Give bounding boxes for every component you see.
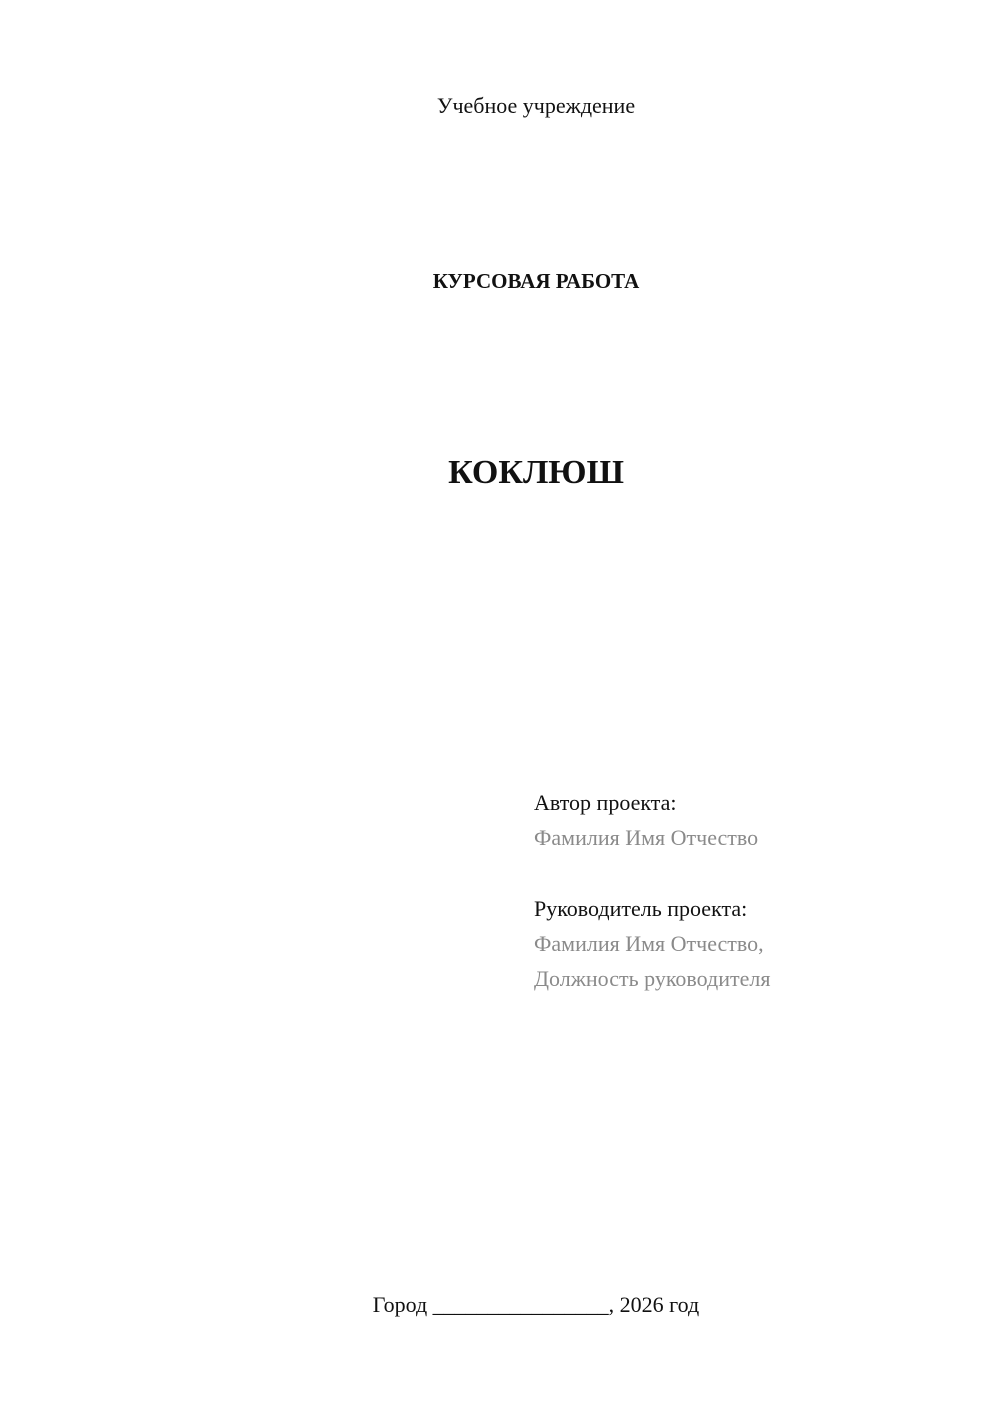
supervisor-name: Фамилия Имя Отчество,: [534, 931, 764, 956]
city-label: Город: [372, 1292, 428, 1317]
city-blank: ________________: [432, 1292, 609, 1317]
supervisor-label: Руководитель проекта:: [534, 896, 748, 921]
institution-name: Учебное учреждение: [436, 93, 636, 118]
author-name: Фамилия Имя Отчество: [534, 825, 759, 850]
work-title: КОКЛЮШ: [448, 454, 624, 491]
supervisor-position: Должность руководителя: [534, 966, 771, 991]
city-year-footer: [0, 1290, 1000, 1320]
year-text: , 2026 год: [608, 1292, 700, 1317]
info-spacer: [534, 855, 954, 891]
project-info-block: [534, 785, 954, 996]
work-type-heading: КУРСОВАЯ РАБОТА: [432, 269, 640, 293]
author-label: Автор проекта:: [534, 790, 677, 815]
